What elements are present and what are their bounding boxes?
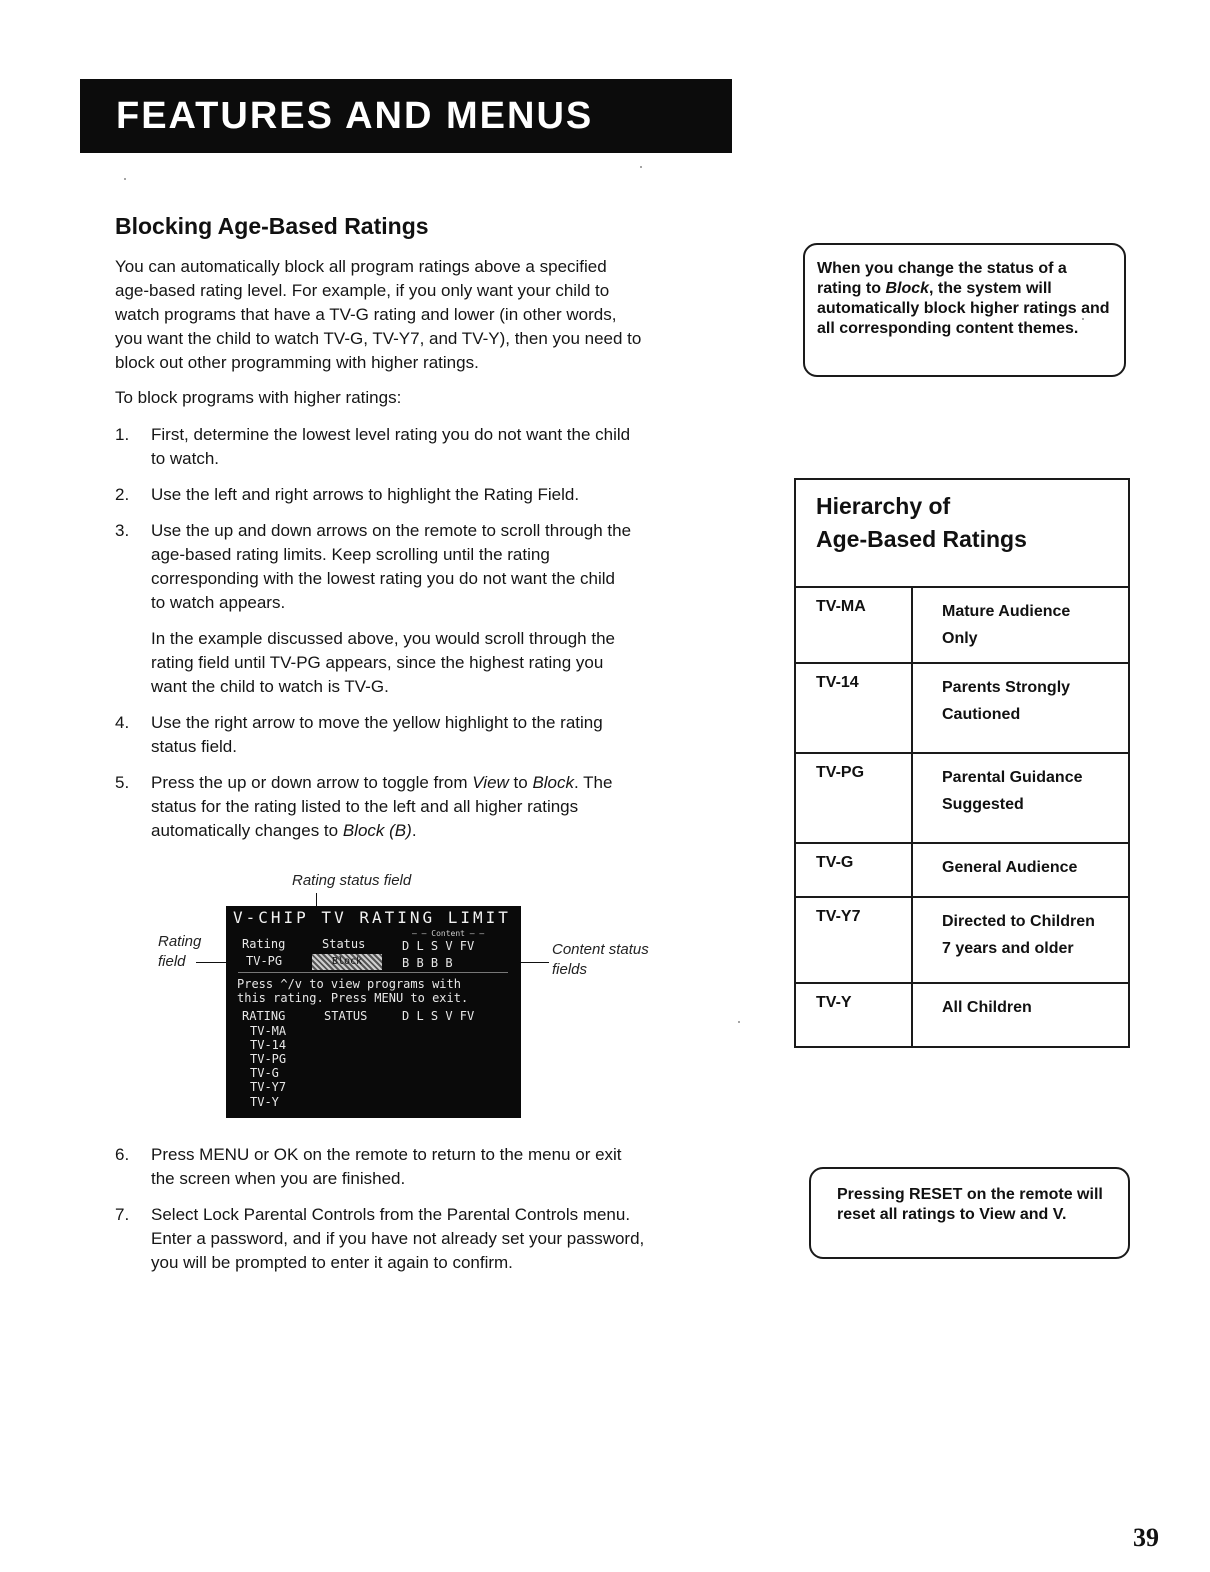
rating-description: General Audience (942, 859, 1078, 876)
vchip-help-line: this rating. Press MENU to exit. (237, 991, 469, 1005)
step-text (151, 483, 711, 507)
scan-speck (640, 166, 642, 168)
step-number: 5. (115, 773, 130, 792)
rating-code: TV-MA (816, 598, 866, 615)
vchip-header-rating: Rating (242, 937, 286, 951)
step-line: In the example discussed above, you would scroll through the (151, 629, 615, 648)
step-text (151, 519, 711, 615)
step-line: Press the up or down arrow to toggle from View to Block. The (151, 773, 613, 792)
table-row (796, 842, 1128, 896)
caption-rating-status-field: Rating status field (292, 872, 412, 889)
caption-line: fields (552, 961, 588, 978)
step-line: to watch appears. (151, 593, 286, 612)
rating-description: Mature Audience Only (942, 603, 1071, 647)
vchip-list-header-rating: RATING (242, 1009, 286, 1023)
rating-code: TV-14 (816, 674, 859, 691)
table-row (796, 662, 1128, 752)
rating-description: Directed to Children 7 years and older (942, 913, 1095, 957)
vchip-screen (226, 906, 521, 1118)
rating-description: Parents Strongly Cautioned (942, 679, 1071, 723)
caption-rating-field (158, 932, 201, 972)
caption-line: Rating (158, 933, 202, 950)
step-text (151, 1203, 711, 1275)
vchip-list-header-status: STATUS (324, 1009, 368, 1023)
step-line: you will be prompted to enter it again to confirm. (151, 1253, 513, 1272)
hierarchy-title (816, 490, 1027, 556)
step-line: Enter a password, and if you have not already set your password, (151, 1229, 645, 1248)
step-line: Use the left and right arrows to highlight the Rating Field. (151, 485, 580, 504)
hierarchy-title-line: Age-Based Ratings (816, 526, 1027, 552)
step-line: the screen when you are finished. (151, 1169, 406, 1188)
step-text (151, 1143, 711, 1191)
caption-content-status-fields (552, 940, 649, 980)
vchip-list-item: TV-PG (250, 1052, 287, 1066)
step-number: 6. (115, 1145, 130, 1164)
step-line: automatically changes to Block (B). (151, 821, 417, 840)
table-row (796, 586, 1128, 662)
step-number: 3. (115, 521, 130, 540)
step-text (151, 771, 711, 843)
step-line: First, determine the lowest level rating you do not want the child (151, 425, 631, 444)
vchip-title: V-CHIP TV RATING LIMIT (233, 908, 511, 927)
step-number: 1. (115, 425, 130, 444)
table-row (796, 896, 1128, 982)
vchip-list-item: TV-Y7 (250, 1080, 287, 1094)
intro-line: age-based rating level. For example, if you only want your child to (115, 281, 610, 300)
step-text (151, 711, 711, 759)
vchip-list-item: TV-G (250, 1066, 279, 1080)
vchip-content-label: — — Content — — (412, 929, 485, 938)
vchip-header-status: Status (322, 937, 366, 951)
step-line: status for the rating listed to the left and all higher ratings (151, 797, 579, 816)
page-number: 39 (1133, 1523, 1159, 1552)
rating-code: TV-Y (816, 994, 852, 1011)
vchip-status-highlight[interactable]: Block (312, 954, 382, 970)
vchip-list-header-columns: D L S V FV (402, 1009, 475, 1023)
vchip-list-item: TV-14 (250, 1038, 287, 1052)
vchip-help-line: Press ^/v to view programs with (237, 977, 461, 991)
step-line: want the child to watch is TV-G. (151, 677, 389, 696)
step-line: Select Lock Parental Controls from the Parental Controls menu. (151, 1205, 631, 1224)
rating-code: TV-Y7 (816, 908, 861, 925)
intro-paragraph (115, 255, 715, 375)
step-line: Use the right arrow to move the yellow highlight to the rating (151, 713, 603, 732)
intro-line: you want the child to watch TV-G, TV-Y7, and TV-Y), then you need to (115, 329, 642, 348)
note-box-reset: Pressing RESET on the remote will reset all ratings to View and V. (809, 1167, 1130, 1259)
step-line: age-based rating limits. Keep scrolling until the rating (151, 545, 550, 564)
intro-line: block out other programming with higher ratings. (115, 353, 479, 372)
vchip-list-item: TV-Y (250, 1095, 279, 1109)
step-line: Press MENU or OK on the remote to return to the menu or exit (151, 1145, 622, 1164)
scan-speck (738, 1021, 740, 1023)
step-number: 4. (115, 713, 130, 732)
step-line: status field. (151, 737, 237, 756)
step-line: to watch. (151, 449, 220, 468)
step-line: rating field until TV-PG appears, since the highest rating you (151, 653, 604, 672)
page-title: Blocking Age-Based Ratings (115, 213, 429, 239)
scan-speck (1082, 318, 1084, 320)
step-line: corresponding with the lowest rating you do not want the child (151, 569, 615, 588)
rating-code: TV-PG (816, 764, 865, 781)
step-number: 2. (115, 485, 130, 504)
table-row (796, 982, 1128, 1046)
step-text (151, 627, 711, 699)
vchip-selected-rating[interactable]: TV-PG (246, 954, 283, 968)
caption-line: field (158, 953, 186, 970)
step-number: 7. (115, 1205, 130, 1224)
vchip-list-item: TV-MA (250, 1024, 287, 1038)
caption-line: Content status (552, 941, 649, 958)
step-text (151, 423, 711, 471)
table-row (796, 752, 1128, 842)
intro-line: You can automatically block all program ratings above a specified (115, 257, 607, 276)
leader-line-top (316, 893, 317, 906)
step-line: Use the up and down arrows on the remote to scroll through the (151, 521, 632, 540)
vchip-content-values[interactable]: B B B B (402, 956, 453, 970)
intro-line: watch programs that have a TV-G rating and lower (in other words, (115, 305, 617, 324)
rating-description: Parental Guidance Suggested (942, 769, 1083, 813)
note-box-block-status: When you change the status of a rating to Block, the system will automatically block higher ratings and all corresponding content themes. (803, 243, 1126, 377)
lead-text: To block programs with higher ratings: (115, 388, 402, 407)
rating-code: TV-G (816, 854, 854, 871)
rating-description: All Children (942, 999, 1032, 1016)
ratings-hierarchy-table (794, 478, 1130, 1048)
hierarchy-title-line: Hierarchy of (816, 493, 951, 519)
vchip-divider (238, 972, 508, 973)
vchip-header-columns: D L S V FV (402, 939, 475, 953)
section-banner: FEATURES AND MENUS (80, 79, 732, 153)
scan-speck (124, 178, 126, 180)
